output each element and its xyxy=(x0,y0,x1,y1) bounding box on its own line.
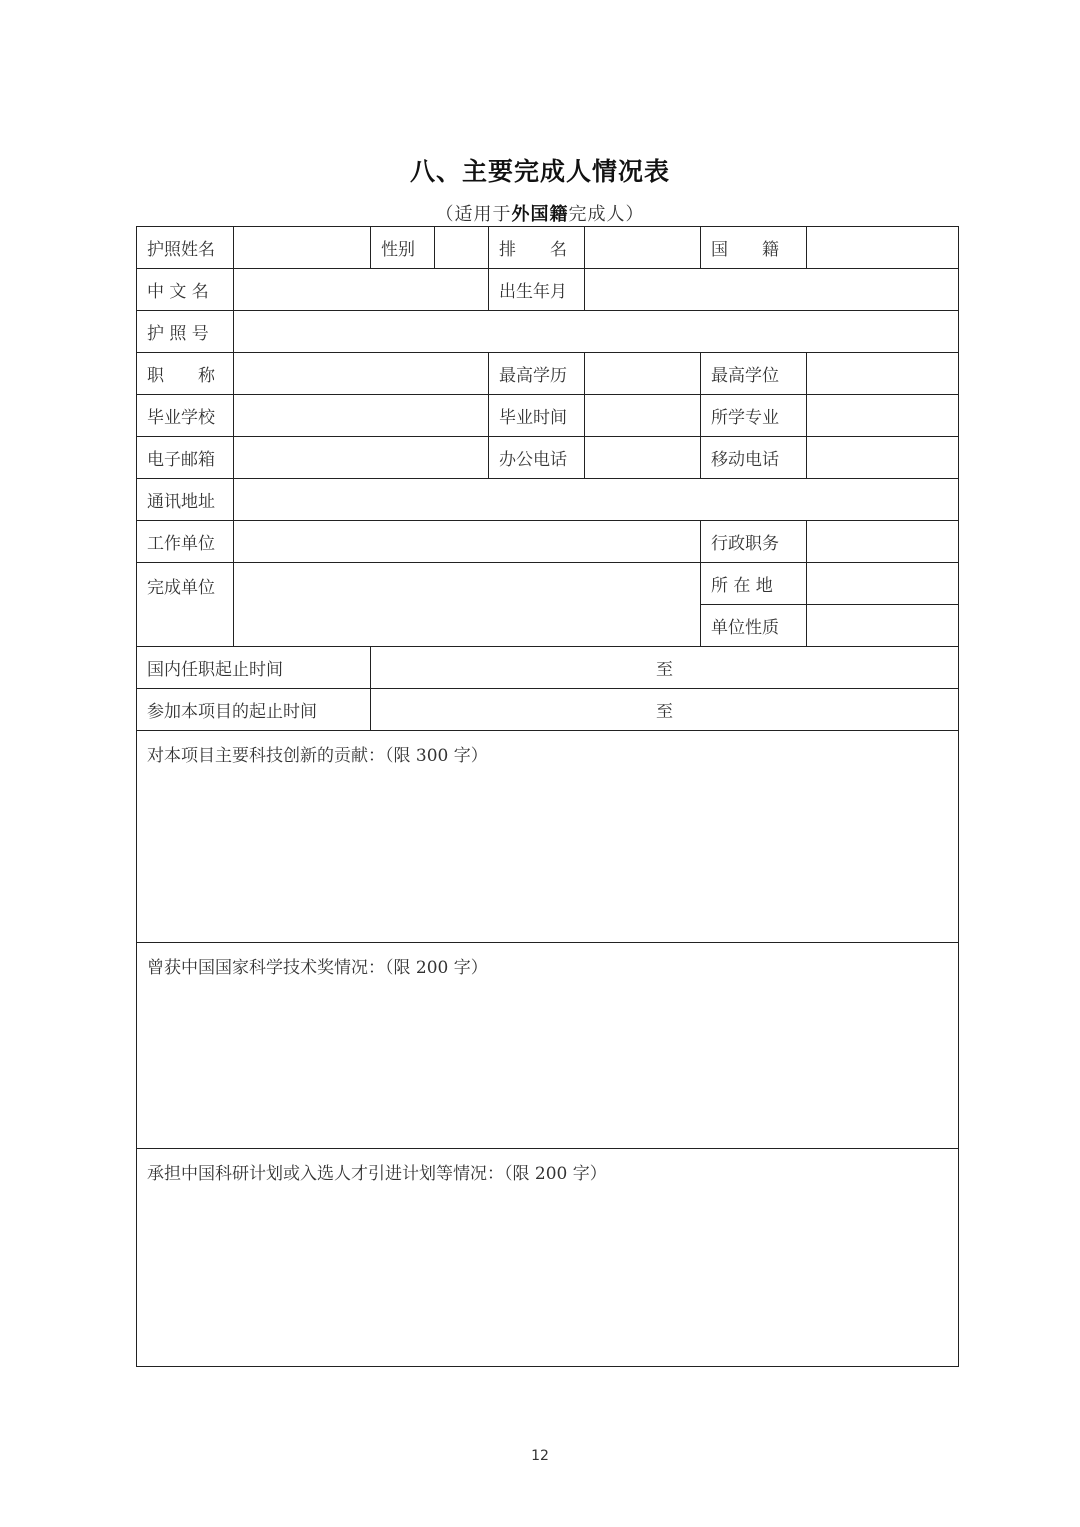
form-row xyxy=(137,563,959,605)
major-label: 所学专业 xyxy=(701,395,807,437)
location-field[interactable] xyxy=(807,563,959,605)
project-participation-field[interactable] xyxy=(371,689,959,731)
location-label: 所 在 地 xyxy=(701,563,807,605)
form-row xyxy=(137,395,959,437)
passport-no-field[interactable] xyxy=(234,311,959,353)
office-phone-label: 办公电话 xyxy=(489,437,585,479)
project-participation-label: 参加本项目的起止时间 xyxy=(137,689,371,731)
form-row xyxy=(137,311,959,353)
form-row xyxy=(137,521,959,563)
highest-degree-label: 最高学位 xyxy=(701,353,807,395)
highest-education-label: 最高学历 xyxy=(489,353,585,395)
address-field[interactable] xyxy=(234,479,959,521)
office-phone-field[interactable] xyxy=(585,437,701,479)
work-unit-field[interactable] xyxy=(234,521,701,563)
page-number: 12 xyxy=(531,1448,549,1464)
form-row xyxy=(137,353,959,395)
gender-field[interactable] xyxy=(435,227,489,269)
form-row xyxy=(137,689,959,731)
awards-field[interactable] xyxy=(137,943,959,1149)
passport-name-label: 护照姓名 xyxy=(137,227,234,269)
mobile-phone-label: 移动电话 xyxy=(701,437,807,479)
highest-education-field[interactable] xyxy=(585,353,701,395)
admin-position-field[interactable] xyxy=(807,521,959,563)
contribution-label: 对本项目主要科技创新的贡献：（限 300 字） xyxy=(147,746,488,766)
gender-label: 性别 xyxy=(371,227,435,269)
email-field[interactable] xyxy=(234,437,489,479)
unit-nature-label: 单位性质 xyxy=(701,605,807,647)
title-field[interactable] xyxy=(234,353,489,395)
form-row xyxy=(137,647,959,689)
major-field[interactable] xyxy=(807,395,959,437)
form-row xyxy=(137,1149,959,1367)
rank-field[interactable] xyxy=(585,227,701,269)
programs-label: 承担中国科研计划或入选人才引进计划等情况：（限 200 字） xyxy=(147,1164,607,1184)
unit-nature-field[interactable] xyxy=(807,605,959,647)
title-label: 职 称 xyxy=(137,353,234,395)
form-row xyxy=(137,437,959,479)
passport-name-field[interactable] xyxy=(234,227,371,269)
page-title: 八、主要完成人情况表 xyxy=(409,157,670,186)
contribution-field[interactable] xyxy=(137,731,959,943)
domestic-tenure-label: 国内任职起止时间 xyxy=(137,647,371,689)
domestic-tenure-separator: 至 xyxy=(656,660,673,680)
email-label: 电子邮箱 xyxy=(137,437,234,479)
chinese-name-label: 中 文 名 xyxy=(137,269,234,311)
mobile-phone-field[interactable] xyxy=(807,437,959,479)
form-subtitle xyxy=(0,200,1080,226)
work-unit-label: 工作单位 xyxy=(137,521,234,563)
chinese-name-field[interactable] xyxy=(234,269,489,311)
birth-date-field[interactable] xyxy=(585,269,959,311)
completing-unit-field[interactable] xyxy=(234,563,701,647)
address-label: 通讯地址 xyxy=(137,479,234,521)
form-row xyxy=(137,943,959,1149)
graduation-time-label: 毕业时间 xyxy=(489,395,585,437)
graduate-school-field[interactable] xyxy=(234,395,489,437)
admin-position-label: 行政职务 xyxy=(701,521,807,563)
highest-degree-field[interactable] xyxy=(807,353,959,395)
programs-field[interactable] xyxy=(137,1149,959,1367)
form-row xyxy=(137,479,959,521)
nationality-label: 国 籍 xyxy=(701,227,807,269)
graduation-time-field[interactable] xyxy=(585,395,701,437)
personnel-form-table xyxy=(136,226,959,1367)
nationality-field[interactable] xyxy=(807,227,959,269)
birth-date-label: 出生年月 xyxy=(489,269,585,311)
passport-no-label: 护 照 号 xyxy=(137,311,234,353)
graduate-school-label: 毕业学校 xyxy=(137,395,234,437)
form-row xyxy=(137,269,959,311)
form-row xyxy=(137,731,959,943)
domestic-tenure-field[interactable] xyxy=(371,647,959,689)
subtitle-prefix: （适用于 xyxy=(435,204,512,225)
subtitle-emphasis: 外国籍 xyxy=(511,204,569,225)
awards-label: 曾获中国国家科学技术奖情况：（限 200 字） xyxy=(147,958,488,978)
rank-label: 排 名 xyxy=(489,227,585,269)
subtitle-suffix: 完成人） xyxy=(568,204,645,225)
form-row xyxy=(137,227,959,269)
project-participation-separator: 至 xyxy=(656,702,673,722)
completing-unit-label: 完成单位 xyxy=(137,563,234,647)
